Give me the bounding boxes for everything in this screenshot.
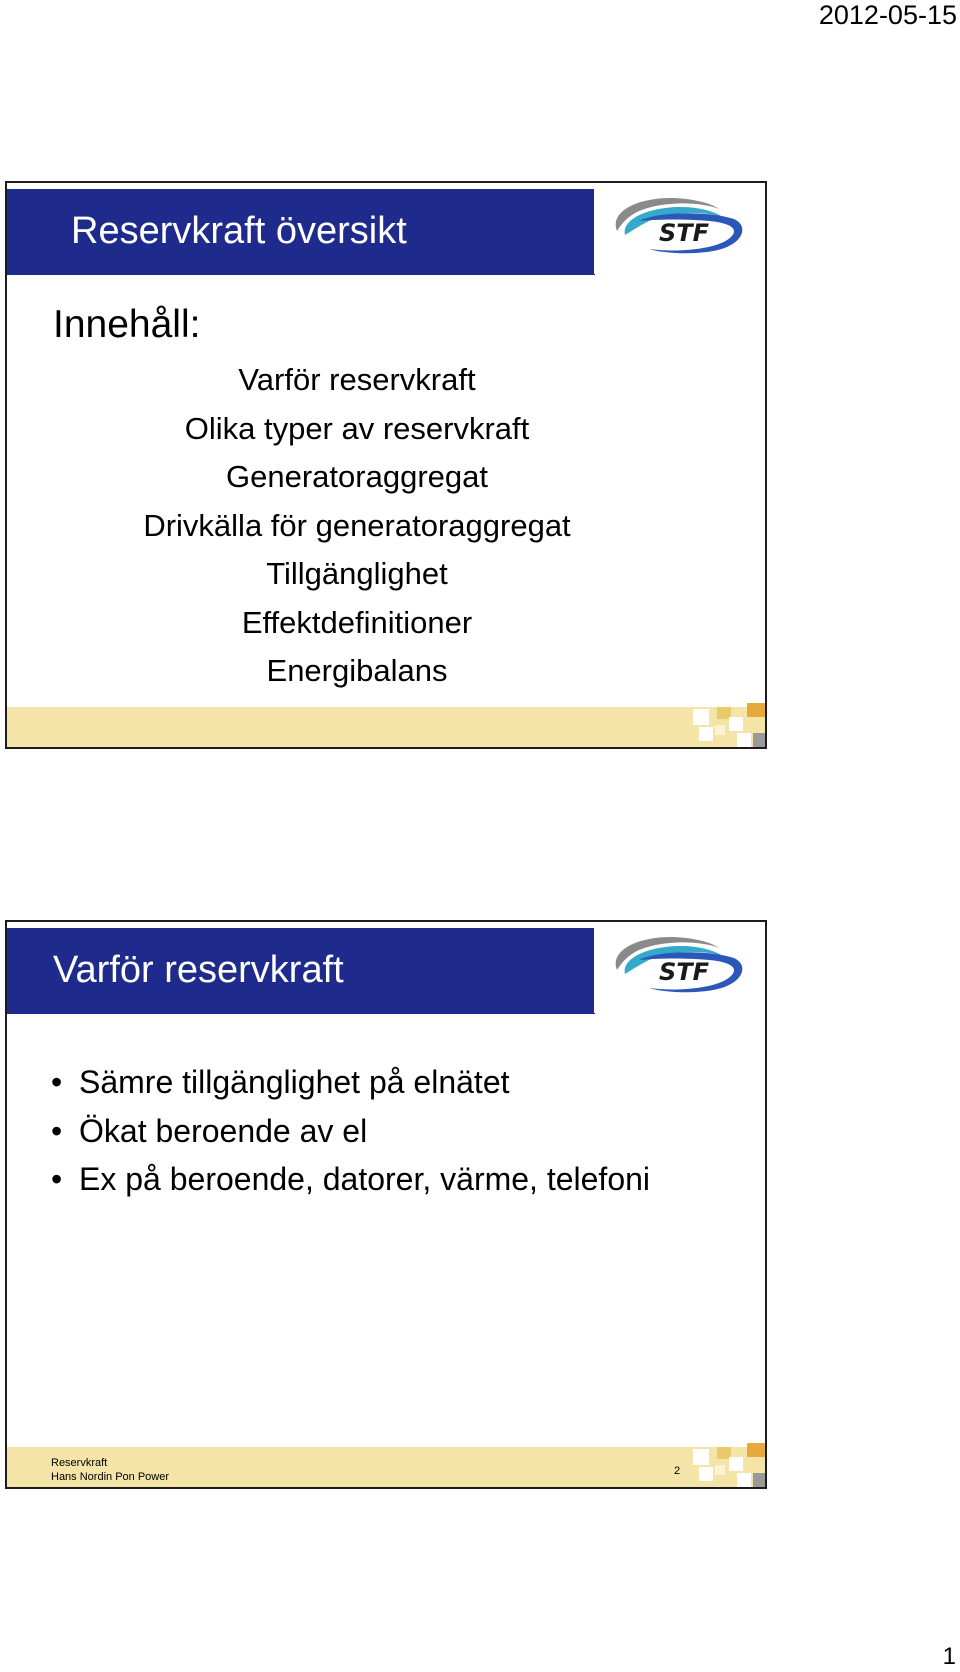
slide-title: Varför reservkraft [53,949,344,991]
bullet-icon: • [51,1112,63,1149]
stf-logo-icon [599,191,749,261]
contents-list [7,356,707,696]
page-number: 1 [942,1643,956,1670]
list-item: Effektdefinitioner [241,604,473,640]
svg-text:STF: STF [659,958,710,986]
slide-number: 2 [674,1465,681,1477]
page-date: 2012-05-15 [818,0,957,30]
footer-author: Hans Nordin Pon Power [51,1471,170,1483]
list-item [51,1058,650,1107]
list-item: Olika typer av reservkraft [184,410,530,446]
slide-title-bar [7,928,594,1013]
list-item [51,1107,650,1156]
slide-footer-bar [7,707,765,747]
slide-why-reserve-power [5,920,767,1489]
stf-logo [595,922,765,1016]
list-item: Energibalans [266,653,448,688]
list-item [51,1155,650,1204]
corner-decoration [693,1443,765,1487]
list-item: Generatoraggregat [226,459,488,494]
bullet-list [51,1058,650,1204]
contents-heading: Innehåll: [53,303,201,346]
slide-overview [5,181,767,749]
slide-title: Reservkraft översikt [71,210,407,252]
bullet-text: Ökat beroende av el [79,1112,368,1149]
corner-decoration [693,703,765,747]
list-item: Varför reservkraft [238,362,476,397]
stf-logo-icon [599,930,749,1000]
list-item: Drivkälla för generatoraggregat [143,507,571,543]
footer-title: Reservkraft [51,1457,108,1469]
stf-logo [595,183,765,277]
slide-title-bar [7,189,594,274]
bullet-text: Sämre tillgänglighet på elnätet [79,1064,510,1100]
bullet-icon: • [51,1064,63,1100]
bullet-icon: • [51,1161,63,1197]
svg-text:STF: STF [659,219,710,247]
list-item: Tillgänglighet [266,556,448,591]
bullet-text: Ex på beroende, datorer, värme, telefoni [79,1161,651,1197]
